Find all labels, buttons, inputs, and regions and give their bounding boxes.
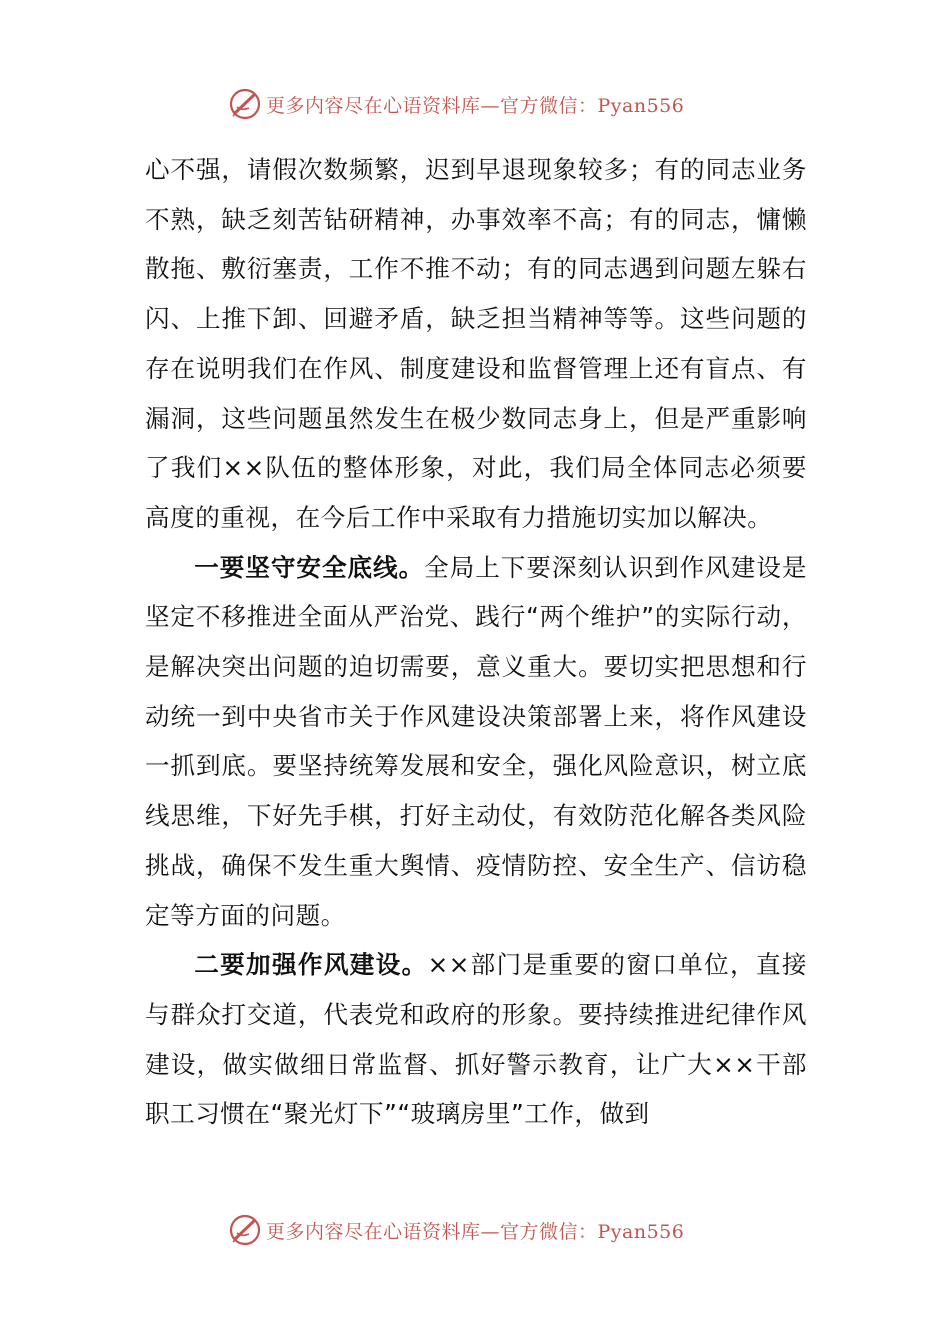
- section-1-heading: 一要坚守安全底线。: [194, 552, 425, 582]
- banner-text: 更多内容尽在心语资料库—官方微信：Pyan556: [266, 94, 685, 117]
- paragraph-section-1: [145, 543, 807, 941]
- section-2-text: ××部门是重要的窗口单位，直接与群众打交道，代表党和政府的形象。要持续推进纪律作风建设，做实做细日常监督、抓好警示教育，让广大××干部职工习惯在“聚光灯下”“玻璃房里”工作，做到: [145, 950, 807, 1129]
- paragraph-section-2: [145, 940, 807, 1139]
- document-body: [145, 145, 807, 1139]
- section-1-text: 全局上下要深刻认识到作风建设是坚定不移推进全面从严治党、践行“两个维护”的实际行动，是解决突出问题的迫切需要，意义重大。要切实把思想和行动统一到中央省市关于作风建设决策部署上来，将作风建设一抓到底。要坚持统筹发展和安全，强化风险意识，树立底线思维，下好先手棋，打好主动仗，有效防范化解各类风险挑战，确保不发生重大舆情、疫情防控、安全生产、信访稳定等方面的问题。: [145, 552, 807, 930]
- section-2-heading: 二要加强作风建设。: [194, 950, 428, 980]
- footer-banner: [228, 1213, 684, 1247]
- banner-text: 更多内容尽在心语资料库—官方微信：Pyan556: [266, 1220, 685, 1243]
- pen-circle-logo-icon: [228, 87, 262, 121]
- header-banner: [228, 87, 684, 121]
- paragraph-continuation: 心不强，请假次数频繁，迟到早退现象较多；有的同志业务不熟，缺乏刻苦钻研精神，办事效率不高；有的同志，慵懒散拖、敷衍塞责，工作不推不动；有的同志遇到问题左躲右闪、上推下卸、回避矛盾，缺乏担当精神等等。这些问题的存在说明我们在作风、制度建设和监督管理上还有盲点、有漏洞，这些问题虽然发生在极少数同志身上，但是严重影响了我们××队伍的整体形象，对此，我们局全体同志必须要高度的重视，在今后工作中采取有力措施切实加以解决。: [145, 155, 807, 532]
- pen-circle-logo-icon: [228, 1213, 262, 1247]
